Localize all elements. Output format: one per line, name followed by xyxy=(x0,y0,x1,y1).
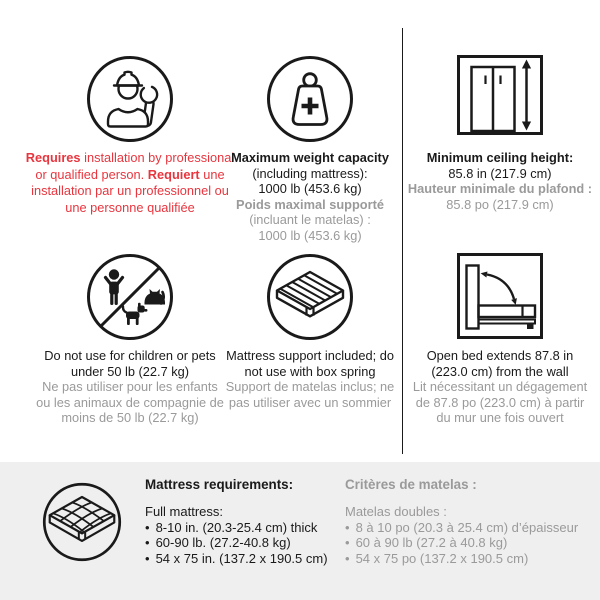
ceiling-height-section xyxy=(406,55,594,212)
installation-fr-text: une installation par un professionnel ou une personne qualifiée xyxy=(31,166,229,215)
mattress-slat-support-icon xyxy=(266,253,354,345)
list-item: moins de 50 lb (22.7 kg) xyxy=(61,410,199,426)
list-item: (including mattress): xyxy=(252,165,368,181)
list-item: Do not use for children or pets xyxy=(44,348,216,363)
list-item: • 54 x 75 po (137.2 x 190.5 cm) xyxy=(345,551,595,567)
installation-en-bold: Requires xyxy=(25,150,81,165)
list-item: • 54 x 75 in. (137.2 x 190.5 cm) xyxy=(145,551,345,567)
list-item: • 8-10 in. (20.3-25.4 cm) thick xyxy=(145,520,345,536)
mattress-req-subtitle-fr: Matelas doubles : xyxy=(345,504,447,519)
mattress-req-list-fr xyxy=(345,520,595,567)
installation-warning-text xyxy=(25,150,235,216)
ceiling-title-fr: Hauteur minimale du plafond : xyxy=(407,181,593,197)
ceiling-value-en: 85.8 in (217.9 cm) xyxy=(448,165,552,181)
open-bed-lines-fr xyxy=(413,379,587,426)
max-weight-section xyxy=(219,55,401,244)
list-item: 1000 lb (453.6 kg) xyxy=(258,181,362,197)
list-item: Support de matelas inclus; ne xyxy=(225,379,395,395)
no-children-lines-fr xyxy=(36,379,224,426)
mattress-support-lines-fr xyxy=(226,379,395,410)
list-item: pas utiliser avec un sommier xyxy=(228,394,392,410)
max-weight-title-en: Maximum weight capacity xyxy=(231,150,389,165)
list-item: ou les animaux de compagnie de xyxy=(36,394,224,410)
installation-en-text: installation by professional or qualified person. xyxy=(35,150,235,182)
list-item: • 60 à 90 lb (27.2 à 40.8 kg) xyxy=(345,535,595,551)
installation-requirement-section xyxy=(25,55,235,216)
list-item: 1000 lb (453.6 kg) xyxy=(258,227,362,243)
max-weight-title-fr: Poids maximal supporté xyxy=(236,196,384,212)
mattress-req-list-en xyxy=(145,520,345,567)
weight-capacity-icon xyxy=(266,55,354,147)
open-bed-lines-en xyxy=(427,348,574,379)
vertical-divider xyxy=(402,28,403,454)
list-item: Ne pas utiliser pour les enfants xyxy=(42,379,218,395)
mattress-req-title-fr: Critères de matelas : xyxy=(345,477,477,492)
no-children-pets-section xyxy=(25,253,235,426)
list-item: du mur une fois ouvert xyxy=(436,410,564,426)
ceiling-height-cabinet-arrow-icon xyxy=(457,55,543,147)
open-bed-section xyxy=(406,253,594,426)
no-children-or-pets-icon xyxy=(86,253,174,345)
list-item: Open bed extends 87.8 in xyxy=(426,348,574,363)
no-children-lines-en xyxy=(44,348,215,379)
tufted-mattress-icon xyxy=(42,482,122,562)
list-item: under 50 lb (22.7 kg) xyxy=(70,363,190,379)
mattress-requirements-fr xyxy=(345,476,595,566)
list-item: Lit nécessitant un dégagement xyxy=(412,379,588,395)
list-item: (223.0 cm) from the wall xyxy=(431,363,569,379)
mattress-req-subtitle-en: Full mattress: xyxy=(145,504,224,519)
list-item: Mattress support included; do xyxy=(226,348,394,363)
list-item: (incluant le matelas) : xyxy=(249,212,371,228)
mattress-support-lines-en xyxy=(226,348,394,379)
list-item: • 60-90 lb. (27.2-40.8 kg) xyxy=(145,535,345,551)
ceiling-title-en: Minimum ceiling height: xyxy=(426,150,574,165)
mattress-requirements-band xyxy=(0,462,600,600)
max-weight-lines-fr xyxy=(249,212,371,243)
ceiling-value-fr: 85.8 po (217.9 cm) xyxy=(446,196,554,212)
installation-fr-bold: Requiert xyxy=(147,166,200,182)
mattress-requirements-en xyxy=(145,476,345,566)
max-weight-lines-en xyxy=(252,166,367,197)
worker-hardhat-wrench-icon xyxy=(86,55,174,147)
list-item: not use with box spring xyxy=(244,363,376,379)
open-bed-extends-icon xyxy=(457,253,543,345)
list-item: de 87.8 po (223.0 cm) à partir xyxy=(415,394,585,410)
mattress-req-title-en: Mattress requirements: xyxy=(145,477,294,492)
mattress-support-section xyxy=(219,253,401,410)
list-item: • 8 à 10 po (20.3 à 25.4 cm) d’épaisseur xyxy=(345,520,595,536)
